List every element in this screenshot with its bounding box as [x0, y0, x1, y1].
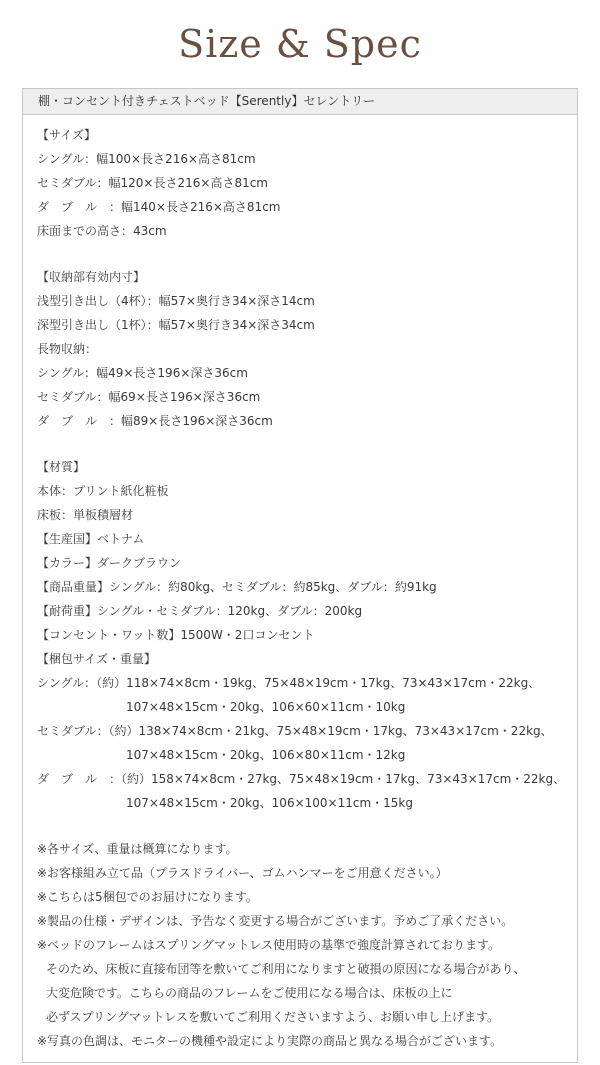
note-line: ※各サイズ、重量は概算になります。	[37, 842, 238, 856]
spec-line: セミダブル：幅120×長さ216×高さ81cm	[37, 176, 268, 190]
spec-line: ダ ブ ル ：（約）158×74×8cm・27kg、75×48×19cm・17kg、73×43×17cm・22kg、	[37, 772, 566, 786]
spec-line: 【サイズ】	[37, 128, 97, 142]
note-line: ※こちらは5梱包でのお届けになります。	[37, 890, 258, 904]
spec-line: 【カラー】ダークブラウン	[37, 556, 182, 570]
spec-line: 【生産国】ベトナム	[37, 532, 145, 546]
note-line: 必ずスプリングマットレスを敷いてご利用くださいますよう、お願い申し上げます。	[46, 1010, 500, 1024]
spec-line: 床面までの高さ：43cm	[37, 224, 167, 238]
note-line: ※製品の仕様・デザインは、予告なく変更する場合がございます。予めご了承ください。	[37, 914, 514, 928]
spec-line: 【材質】	[37, 460, 86, 474]
spec-line: シングル：幅49×長さ196×深さ36cm	[37, 366, 248, 380]
spec-line: ダ ブ ル ：幅140×長さ216×高さ81cm	[37, 200, 281, 214]
spec-line: 床板：単板積層材	[37, 508, 134, 522]
spec-line: 【梱包サイズ・重量】	[37, 652, 157, 666]
spec-line: 107×48×15cm・20kg、106×80×11cm・12kg	[126, 748, 406, 762]
spec-line: 浅型引き出し（4杯）：幅57×奥行き34×深さ14cm	[37, 294, 315, 308]
spec-panel	[22, 88, 578, 1063]
spec-line: 【商品重量】シングル：約80kg、セミダブル：約85kg、ダブル：約91kg	[37, 580, 437, 594]
note-line: ※ベッドのフレームはスプリングマットレス使用時の基準で強度計算されております。	[37, 938, 501, 952]
note-line: そのため、床板に直接布団等を敷いてご利用になりますと破損の原因になる場合があり、	[46, 962, 526, 976]
spec-line: ダ ブ ル ：幅89×長さ196×深さ36cm	[37, 414, 273, 428]
page-title: Size & Spec	[178, 22, 422, 66]
spec-line: シングル：幅100×長さ216×高さ81cm	[37, 152, 256, 166]
note-line: ※写真の色調は、モニターの機種や設定により実際の商品と異なる場合がございます。	[37, 1034, 503, 1048]
spec-line: 本体：プリント紙化粧板	[37, 484, 169, 498]
spec-line: 【コンセント・ワット数】1500W・2口コンセント	[37, 628, 315, 642]
spec-line: セミダブル：（約）138×74×8cm・21kg、75×48×19cm・17kg、73×43×17cm・22kg、	[37, 724, 553, 738]
spec-line: 107×48×15cm・20kg、106×60×11cm・10kg	[126, 700, 406, 714]
spec-line: 107×48×15cm・20kg、106×100×11cm・15kg	[126, 796, 413, 810]
note-line: ※お客様組み立て品（プラスドライバー、ゴムハンマーをご用意ください。）	[37, 866, 448, 880]
spec-line: 【収納部有効内寸】	[37, 270, 146, 284]
product-name-header: 棚・コンセント付きチェストベッド【Serently】セレントリー	[23, 89, 577, 115]
spec-line: シングル：（約）118×74×8cm・19kg、75×48×19cm・17kg、73×43×17cm・22kg、	[37, 676, 541, 690]
spec-line: 長物収納：	[37, 342, 98, 356]
spec-line: セミダブル：幅69×長さ196×深さ36cm	[37, 390, 261, 404]
spec-line: 深型引き出し（1杯）：幅57×奥行き34×深さ34cm	[37, 318, 315, 332]
spec-line: 【耐荷重】シングル・セミダブル：120kg、ダブル：200kg	[37, 604, 363, 618]
note-line: 大変危険です。こちらの商品のフレームをご使用になる場合は、床板の上に	[46, 986, 453, 1000]
